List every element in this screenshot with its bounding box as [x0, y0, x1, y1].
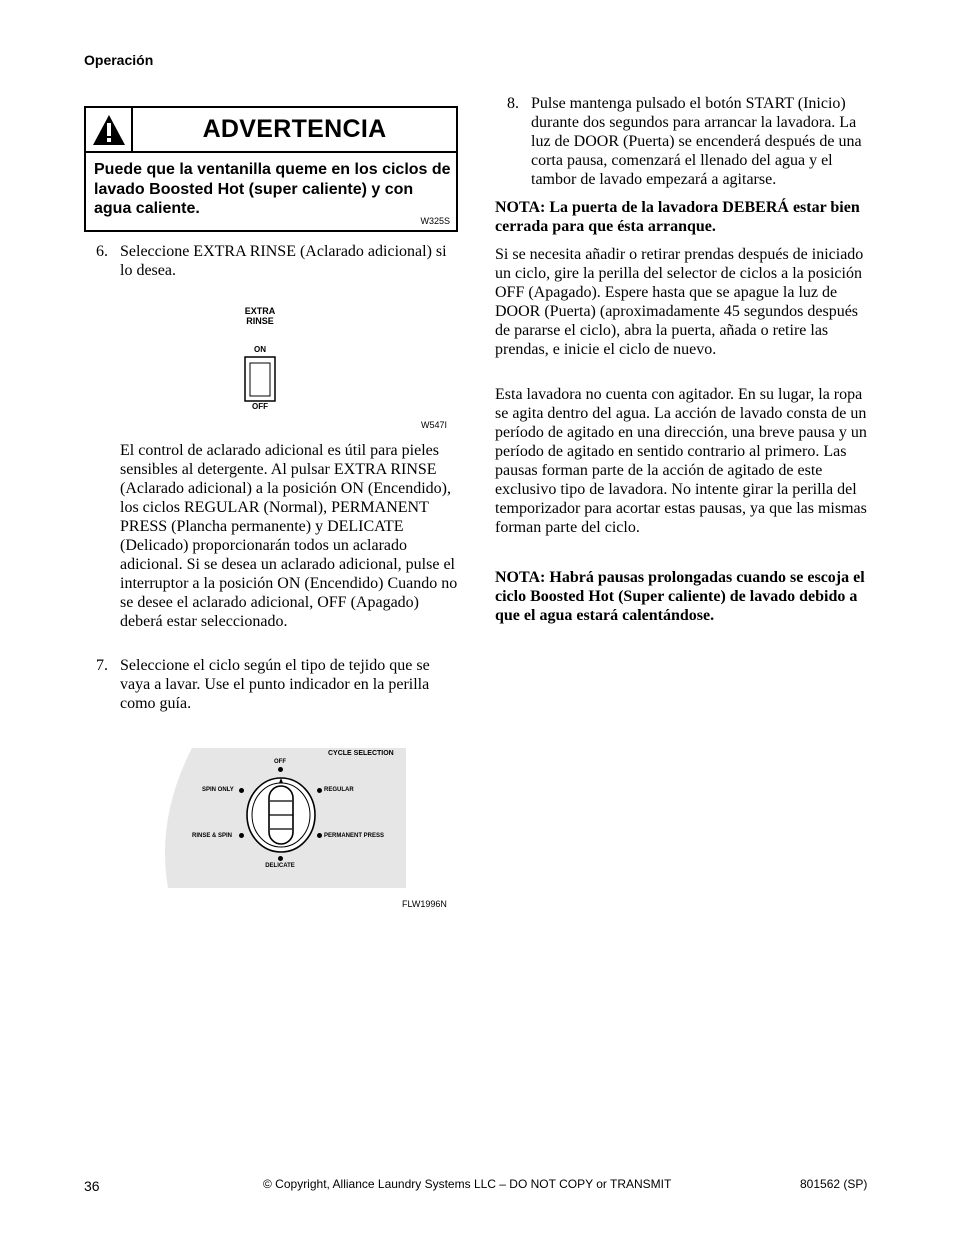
figure2-code: FLW1996N — [402, 899, 447, 909]
document-number: 801562 (SP) — [800, 1177, 868, 1191]
cycle-selection-figure — [162, 748, 406, 888]
regular-label: REGULAR — [324, 787, 354, 793]
extra-rinse-description: El control de aclarado adicional es útil para pieles sensibles al detergente. Al pulsar EXTRA RINSE (Aclarado adicional) a la posición ON (Encendido), los ciclos REGULAR (Normal), PERMANENT PRESS (Plancha permanente) y DELICATE (Delicado) proporcionarán todos un aclarado adicional. Si se desea un aclarado adicional, pulse el interruptor a la posición ON (Encendido) Cuando no se desee el aclarado adicional, OFF (Apagado) deberá estar seleccionado. — [120, 442, 458, 630]
spin-only-dot — [239, 788, 244, 793]
extra-rinse-label-line2: RINSE — [246, 316, 274, 326]
warning-text: Puede que la ventanilla queme en los ciclos de lavado Boosted Hot (super caliente) y con agua caliente. — [94, 161, 451, 217]
delicate-label: DELICATE — [265, 863, 295, 869]
off-position-label: OFF — [274, 759, 286, 765]
warning-icon-cell — [86, 108, 133, 151]
regular-dot — [317, 788, 322, 793]
cycle-selection-title: CYCLE SELECTION — [328, 750, 394, 757]
cycle-knob-icon — [245, 776, 317, 854]
step-text: Pulse mantenga pulsado el botón START (Inicio) durante dos segundos para arrancar la lavadora. La luz de DOOR (Puerta) se encenderá después de una corta pausa, comenzará el llenado del agua y el tambor de lavado empezará a agitarse. — [531, 95, 862, 188]
no-agitator-paragraph: Esta lavadora no cuenta con agitador. En su lugar, la ropa se agita dentro del agua. La acción de lavado consta de un período de agitado en una dirección, una breve pausa y un período de agitado en sentido contrario al primero. Las pausas forman parte de la acción de agitado de este exclusivo tipo de lavadora. No intente girar la perilla del temporizador para acortar estas pausas, ya que las mismas forman parte del ciclo. — [495, 386, 867, 536]
delicate-dot — [278, 856, 283, 861]
step-text: Seleccione EXTRA RINSE (Aclarado adicional) si lo desea. — [120, 243, 447, 279]
permanent-press-label: PERMANENT PRESS — [324, 833, 385, 839]
note-boosted-hot: NOTA: Habrá pausas prolongadas cuando se escoja el ciclo Boosted Hot (Super caliente) de lavado debido a que el agua estará calentándose. — [495, 569, 865, 624]
warning-header — [86, 108, 456, 153]
rinse-spin-dot — [239, 833, 244, 838]
step-number: 6. — [96, 243, 108, 260]
add-remove-garments-paragraph: Si se necesita añadir o retirar prendas después de iniciado un ciclo, gire la perilla del selector de ciclos a la posición OFF (Apagado). Espere hasta que se apague la luz de DOOR (Puerta) (aproximadamente 45 segundos después de pararse el ciclo), abra la puerta, añada o retire las prendas, e inicie el ciclo de nuevo. — [495, 246, 864, 358]
note-door-closed: NOTA: La puerta de la lavadora DEBERÁ estar bien cerrada para que ésta arranque. — [495, 199, 860, 235]
off-label: OFF — [252, 402, 268, 411]
extra-rinse-label — [200, 306, 320, 326]
extra-rinse-label-line1: EXTRA — [244, 306, 276, 316]
step-number: 8. — [507, 95, 519, 112]
copyright-notice: © Copyright, Alliance Laundry Systems LLC – DO NOT COPY or TRANSMIT — [263, 1177, 672, 1191]
step-number: 7. — [96, 657, 108, 674]
section-heading: Operación — [84, 52, 154, 68]
extra-rinse-figure — [200, 300, 320, 420]
warning-triangle-icon — [92, 114, 126, 146]
on-label: ON — [254, 345, 266, 354]
rinse-spin-label: RINSE & SPIN — [192, 833, 233, 839]
warning-box — [84, 106, 458, 232]
warning-code: W325S — [420, 216, 450, 226]
page-number: 36 — [84, 1178, 100, 1194]
spin-only-label: SPIN ONLY — [202, 787, 234, 793]
permanent-press-dot — [317, 833, 322, 838]
rocker-switch-icon — [244, 356, 276, 402]
figure1-code: W547I — [421, 420, 448, 430]
off-position-dot — [278, 767, 283, 772]
warning-title: ADVERTENCIA — [202, 115, 387, 143]
step-text: Seleccione el ciclo según el tipo de tejido que se vaya a lavar. Use el punto indicador en la perilla como guía. — [120, 657, 430, 712]
